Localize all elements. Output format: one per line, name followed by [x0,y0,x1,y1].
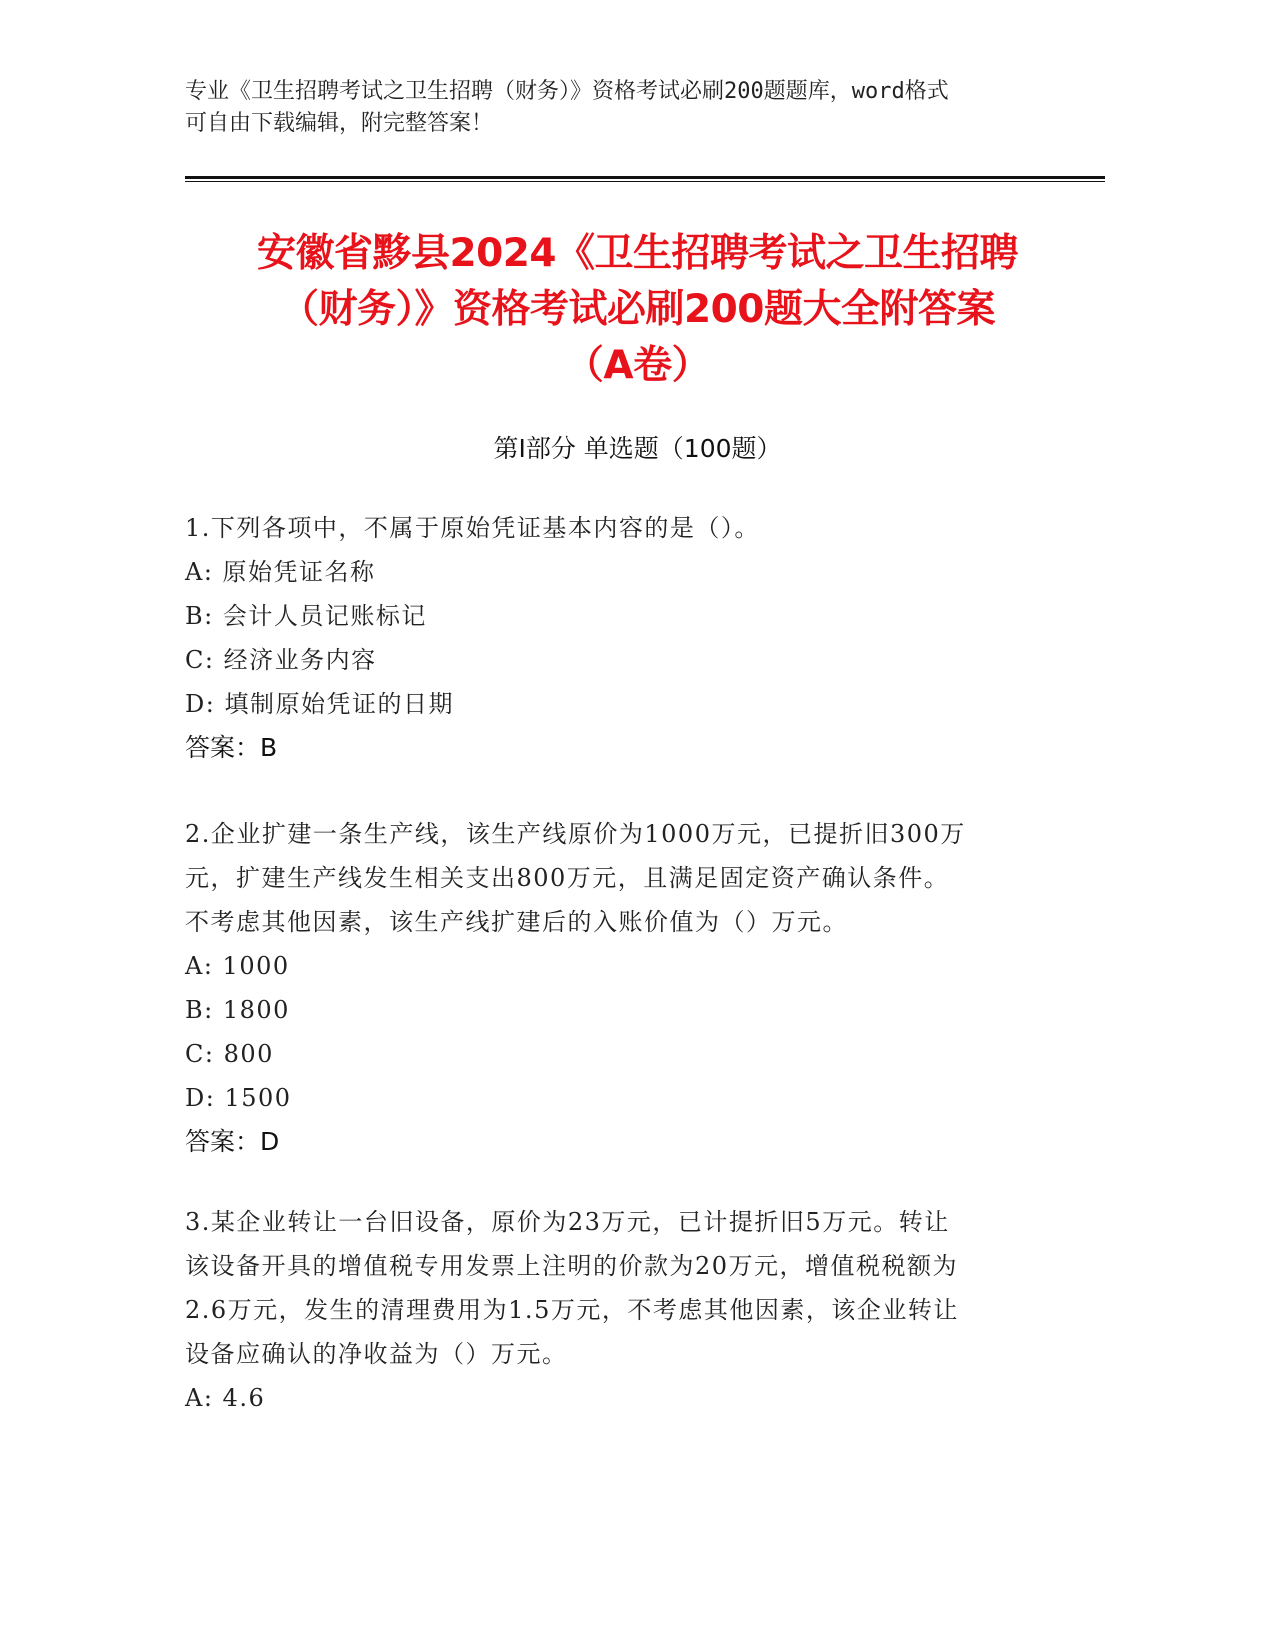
header-divider-thick [185,176,1105,179]
header-note-line: 专业《卫生招聘考试之卫生招聘（财务）》资格考试必刷200题题库，word格式 [185,79,949,104]
title-line: 安徽省黟县2024《卫生招聘考试之卫生招聘 [256,231,1019,276]
question-block [185,506,1085,770]
question-stem-line: 元，扩建生产线发生相关支出800万元，且满足固定资产确认条件。 [185,864,950,892]
question-stem-line: 2.6万元，发生的清理费用为1.5万元，不考虑其他因素，该企业转让 [185,1296,959,1324]
option-d: D: 填制原始凭证的日期 [185,690,454,718]
header-note-line: 可自由下载编辑，附完整答案！ [185,111,494,136]
option-a: A: 4.6 [185,1384,266,1412]
document-title [150,226,1125,394]
option-d: D: 1500 [185,1084,292,1112]
question-stem-line: 3.某企业转让一台旧设备，原价为23万元，已计提折旧5万元。转让 [185,1208,950,1236]
title-line: （A卷） [564,343,711,388]
option-a: A: 原始凭证名称 [185,558,376,586]
option-a: A: 1000 [185,952,290,980]
question-stem-line: 1.下列各项中，不属于原始凭证基本内容的是（）。 [185,514,760,542]
option-b: B: 1800 [185,996,290,1024]
question-stem-line: 设备应确认的净收益为（）万元。 [185,1340,568,1368]
question-block [185,812,1085,1164]
title-line: （财务）》资格考试必刷200题大全附答案 [280,287,995,332]
option-c: C: 800 [185,1040,274,1068]
option-c: C: 经济业务内容 [185,646,377,674]
option-b: B: 会计人员记账标记 [185,602,427,630]
answer: 答案：B [185,733,278,762]
question-stem-line: 2.企业扩建一条生产线，该生产线原价为1000万元，已提折旧300万 [185,820,966,848]
answer: 答案：D [185,1127,280,1156]
question-block [185,1200,1085,1420]
question-stem [185,812,1085,944]
question-stem [185,506,1085,550]
header-divider-thin [185,181,1105,182]
section-heading: 第Ⅰ部分 单选题（100题） [493,434,782,463]
question-stem-line: 该设备开具的增值税专用发票上注明的价款为20万元，增值税税额为 [185,1252,959,1280]
header-note [185,76,1065,140]
question-stem [185,1200,1085,1376]
question-stem-line: 不考虑其他因素，该生产线扩建后的入账价值为（）万元。 [185,908,848,936]
